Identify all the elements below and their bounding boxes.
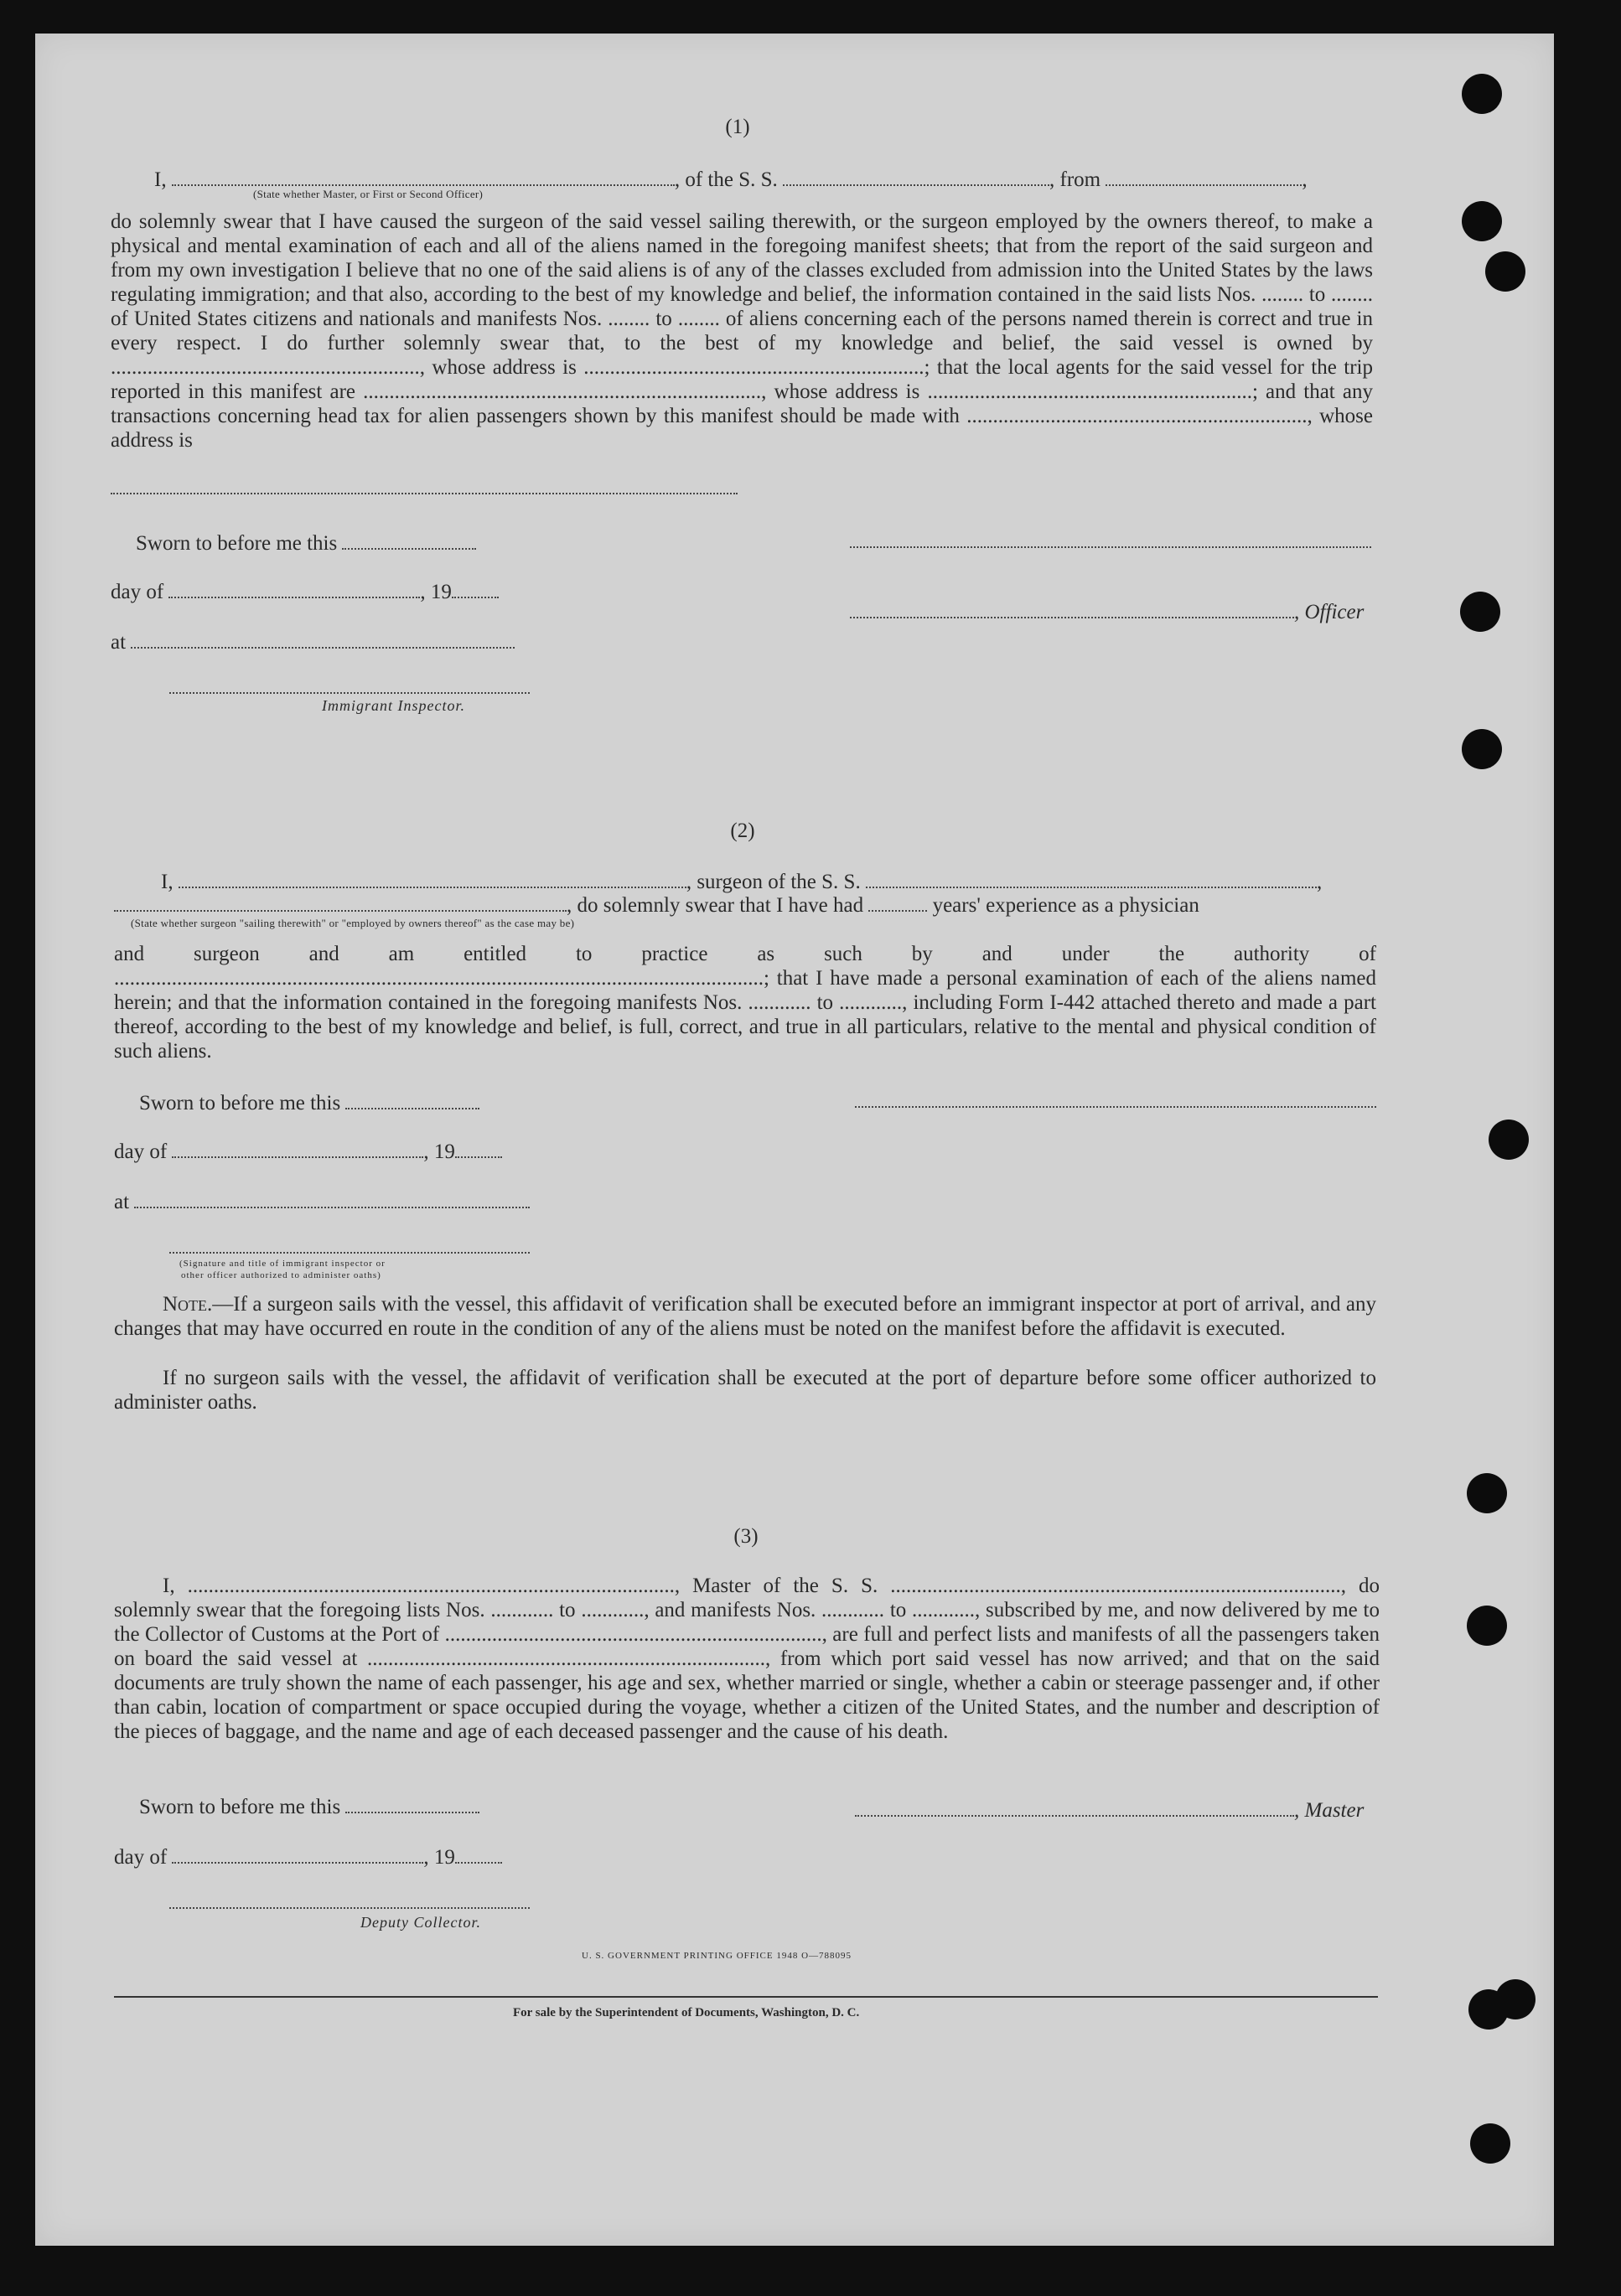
master-signature-field[interactable] <box>855 1800 1294 1817</box>
year-field[interactable] <box>452 582 499 598</box>
section-1-number: (1) <box>725 116 750 138</box>
master-officer-note: (State whether Master, or First or Second Officer) <box>253 188 484 200</box>
sworn-line-3 <box>139 1795 479 1819</box>
footer-rule <box>114 1996 1378 1998</box>
sworn-label: Sworn to before me this <box>139 1092 341 1114</box>
day-field[interactable] <box>168 582 420 598</box>
address-continuation-field[interactable] <box>111 491 738 494</box>
from-port-field[interactable] <box>1106 169 1302 186</box>
years-field[interactable] <box>868 895 927 912</box>
text-i: I, <box>154 168 167 191</box>
surgeon-name-field[interactable] <box>179 871 686 888</box>
officer-field[interactable] <box>850 602 1294 618</box>
at-line-2 <box>114 1190 530 1214</box>
surgeon-signature-line[interactable] <box>855 1104 1376 1108</box>
sworn-line-1 <box>136 531 476 556</box>
for-sale-notice: For sale by the Superintendent of Documents, Washington, D. C. <box>513 2006 860 2019</box>
section-2-line-2 <box>114 893 1199 918</box>
sworn-date-field[interactable] <box>345 1797 479 1813</box>
printing-office-imprint: U. S. GOVERNMENT PRINTING OFFICE 1948 O—788095 <box>582 1951 852 1961</box>
officer-line <box>850 600 1364 624</box>
at-line-1 <box>111 630 515 654</box>
year-label: , 19 <box>423 1846 455 1869</box>
comma: , <box>1302 168 1308 191</box>
text-from: , from <box>1049 168 1101 191</box>
day-field[interactable] <box>172 1141 423 1158</box>
comma: , <box>1316 871 1323 893</box>
signature-note-1: (Signature and title of immigrant inspector or <box>179 1259 386 1269</box>
signature-note-2: other officer authorized to administer oaths) <box>181 1270 381 1280</box>
deputy-signature-line[interactable] <box>169 1906 530 1909</box>
note-label: Note. <box>163 1293 213 1316</box>
no-surgeon-note: If no surgeon sails with the vessel, the affidavit of verification shall be executed at the port of departure before some officer authorized to administer oaths. <box>114 1367 1376 1414</box>
text-i: I, <box>161 871 173 893</box>
at-label: at <box>111 631 127 654</box>
master-label: , Master <box>1294 1799 1365 1822</box>
section-3-number: (3) <box>733 1525 759 1548</box>
day-of-label: day of <box>111 581 164 603</box>
sworn-date-field[interactable] <box>345 1093 479 1109</box>
vessel-name-field[interactable] <box>866 871 1317 888</box>
text-swear: , do solemnly swear that I have had <box>567 894 864 917</box>
sworn-date-field[interactable] <box>342 533 476 550</box>
officer-name-field[interactable] <box>172 169 675 186</box>
at-field[interactable] <box>134 1192 530 1208</box>
section-2-line-1 <box>161 870 1322 894</box>
sworn-label: Sworn to before me this <box>139 1796 341 1818</box>
officer-signature-line[interactable] <box>850 545 1371 548</box>
year-label: , 19 <box>423 1140 455 1163</box>
inspector-signature-line-2[interactable] <box>169 1250 530 1254</box>
day-of-label: day of <box>114 1140 168 1163</box>
text-years: years' experience as a physician <box>932 894 1199 917</box>
section-2-paragraph: and surgeon and am entitled to practice as such by and under the authority of ............................................................................................................................; that I have made a personal examination of each of the aliens named herein; and that the information contained in the foregoing manifests Nos. ............ to ............, including Form I-442 attached thereto and made a part thereof, according to the best of my knowledge and belief, is full, correct, and true in all particulars, relative to the mental and physical condition of such aliens. <box>114 943 1376 1063</box>
note-text: —If a surgeon sails with the vessel, this affidavit of verification shall be executed before an immigrant inspector at port of arrival, and any changes that may have occurred en route in the condition of any of the aliens must be noted on the manifest before the affidavit is executed. <box>114 1293 1376 1340</box>
surgeon-type-note: (State whether surgeon "sailing therewith" or "employed by owners thereof" as the case may be) <box>131 917 575 929</box>
at-label: at <box>114 1191 130 1213</box>
day-line-1 <box>111 580 499 604</box>
text-surgeon-of-ss: , surgeon of the S. S. <box>686 871 861 893</box>
sworn-line-2 <box>139 1091 479 1115</box>
surgeon-note <box>114 1292 1376 1341</box>
day-field[interactable] <box>172 1847 423 1864</box>
year-label: , 19 <box>420 581 452 603</box>
officer-label: , Officer <box>1294 601 1365 623</box>
day-line-3 <box>114 1845 502 1869</box>
surgeon-type-field[interactable] <box>114 895 567 912</box>
day-line-2 <box>114 1140 502 1164</box>
master-line <box>855 1798 1364 1823</box>
sworn-label: Sworn to before me this <box>136 532 338 555</box>
year-field[interactable] <box>455 1141 502 1158</box>
section-2-number: (2) <box>730 820 755 842</box>
day-of-label: day of <box>114 1846 168 1869</box>
year-field[interactable] <box>455 1847 502 1864</box>
section-3-paragraph: I, ............................................................................................., Master of the S. S. ......................................................................................, do solemnly swear that the foregoing lists Nos. ............ to ............, and manifests Nos. ............ to ............, subscribed by me, and now delivered by me to the Collector of Customs at the Port of ........................................................................, are full and perfect lists and manifests of all the passengers taken on board the said vessel at ............................................................................, from which port said vessel has now arrived; and that on the said documents are truly shown the name of each passenger, his age and sex, whether married or single, whether a cabin or steerage passenger and, if other than cabin, location of compartment or space occupied during the voyage, whether a citizen of the United States, and the number and description of the pieces of baggage, and the name and age of each deceased passenger and the cause of his death. <box>114 1575 1380 1743</box>
immigrant-inspector-caption: Immigrant Inspector. <box>322 697 465 714</box>
deputy-collector-caption: Deputy Collector. <box>360 1914 481 1931</box>
section-1-paragraph: do solemnly swear that I have caused the surgeon of the said vessel sailing therewith, or the surgeon employed by the owners thereof, to make a physical and mental examination of each and all of the aliens named in the foregoing manifest sheets; that from the report of the said surgeon and from my own investigation I believe that no one of the said aliens is of any of the classes excluded from admission into the United States by the laws regulating immigration; and that also, according to the best of my knowledge and belief, the information contained in the said lists Nos. ........ to ........ of United States citizens and nationals and manifests Nos. ........ to ........ of aliens concerning each of the persons named therein is correct and true in every respect. I do further solemnly swear that, to the best of my knowledge and belief, the said vessel is owned by ..........................................................., whose address is .................................................................; that the local agents for the said vessel for the trip reported in this manifest are ............................................................................, whose address is ..............................................................; and that any transactions concerning head tax for alien passengers shown by this manifest should be made with ................................................................., whose address is <box>111 210 1373 452</box>
inspector-signature-line[interactable] <box>169 690 530 694</box>
text-of-ss: , of the S. S. <box>674 168 778 191</box>
vessel-name-field[interactable] <box>783 169 1049 186</box>
at-field[interactable] <box>131 632 515 649</box>
